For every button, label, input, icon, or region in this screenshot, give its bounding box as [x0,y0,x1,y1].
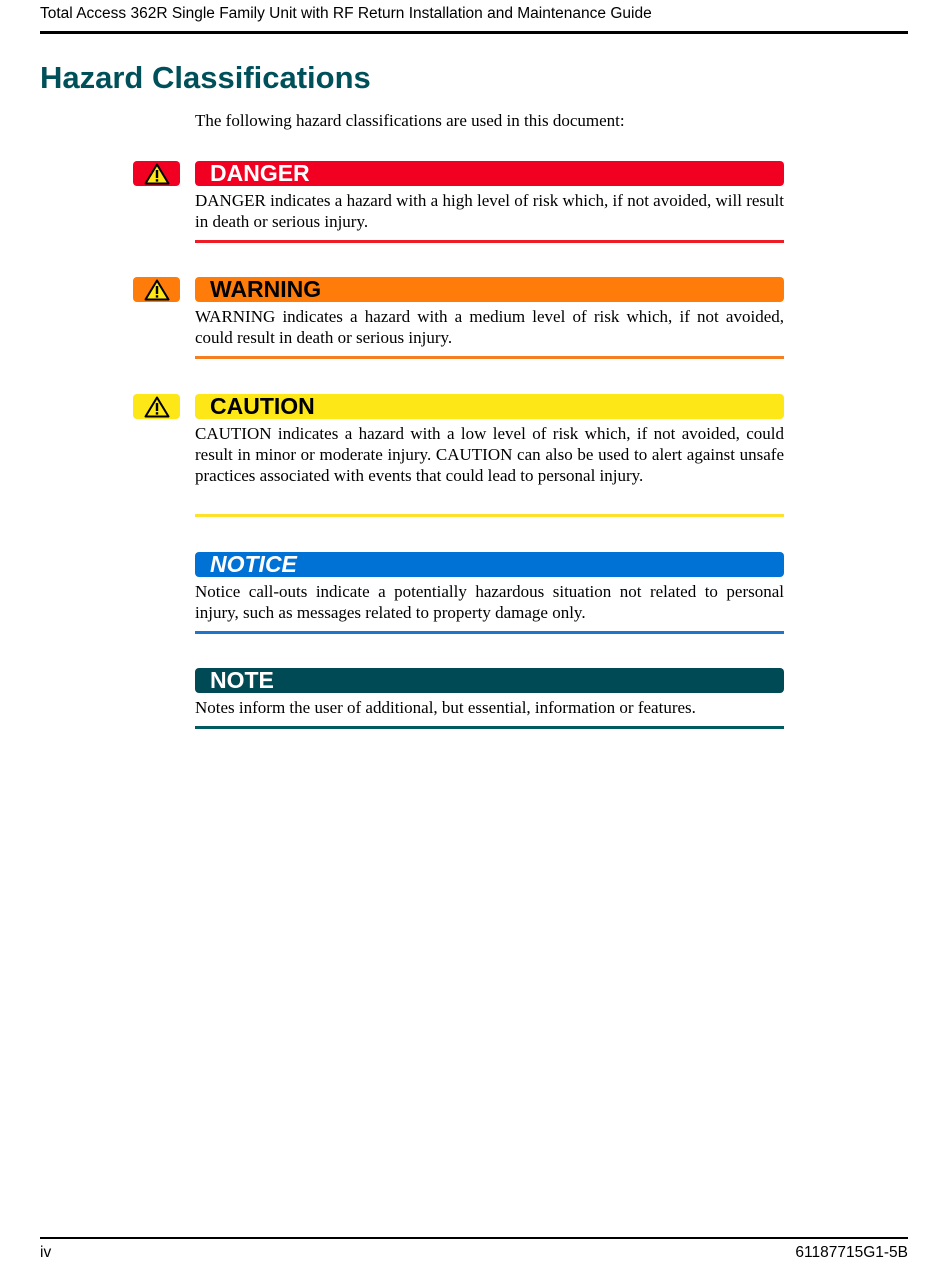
page-title: Hazard Classifications [40,60,371,95]
running-header: Total Access 362R Single Family Unit with RF Return Installation and Maintenance Guide [40,5,652,22]
warning-triangle-icon [144,279,170,301]
warning-icon-box [133,277,180,302]
header-rule [40,31,908,34]
notice-banner: NOTICE [195,552,784,577]
warning-triangle-icon [144,163,170,185]
warning-banner: WARNING [195,277,784,302]
danger-banner: DANGER [195,161,784,186]
footer-rule [40,1237,908,1239]
caution-rule [195,514,784,517]
warning-triangle-icon [144,396,170,418]
page-number: iv [40,1244,52,1261]
note-text: Notes inform the user of additional, but essential, information or features. [195,698,696,717]
caution-text: CAUTION indicates a hazard with a low level of risk which, if not avoided, could result in minor or moderate injury. CAUTION can also be used to alert against unsafe practices associated with events that could lead to personal injury. [195,424,784,485]
notice-rule [195,631,784,634]
note-banner: NOTE [195,668,784,693]
warning-rule [195,356,784,359]
danger-rule [195,240,784,243]
note-rule [195,726,784,729]
notice-text: Notice call-outs indicate a potentially hazardous situation not related to personal injury, such as messages related to property damage only. [195,582,784,622]
intro-paragraph: The following hazard classifications are used in this document: [195,111,625,130]
caution-banner: CAUTION [195,394,784,419]
warning-text: WARNING indicates a hazard with a medium level of risk which, if not avoided, could result in death or serious injury. [195,307,784,347]
document-number: 61187715G1-5B [795,1244,908,1261]
caution-icon-box [133,394,180,419]
danger-icon-box [133,161,180,186]
danger-text: DANGER indicates a hazard with a high level of risk which, if not avoided, will result in death or serious injury. [195,191,784,231]
